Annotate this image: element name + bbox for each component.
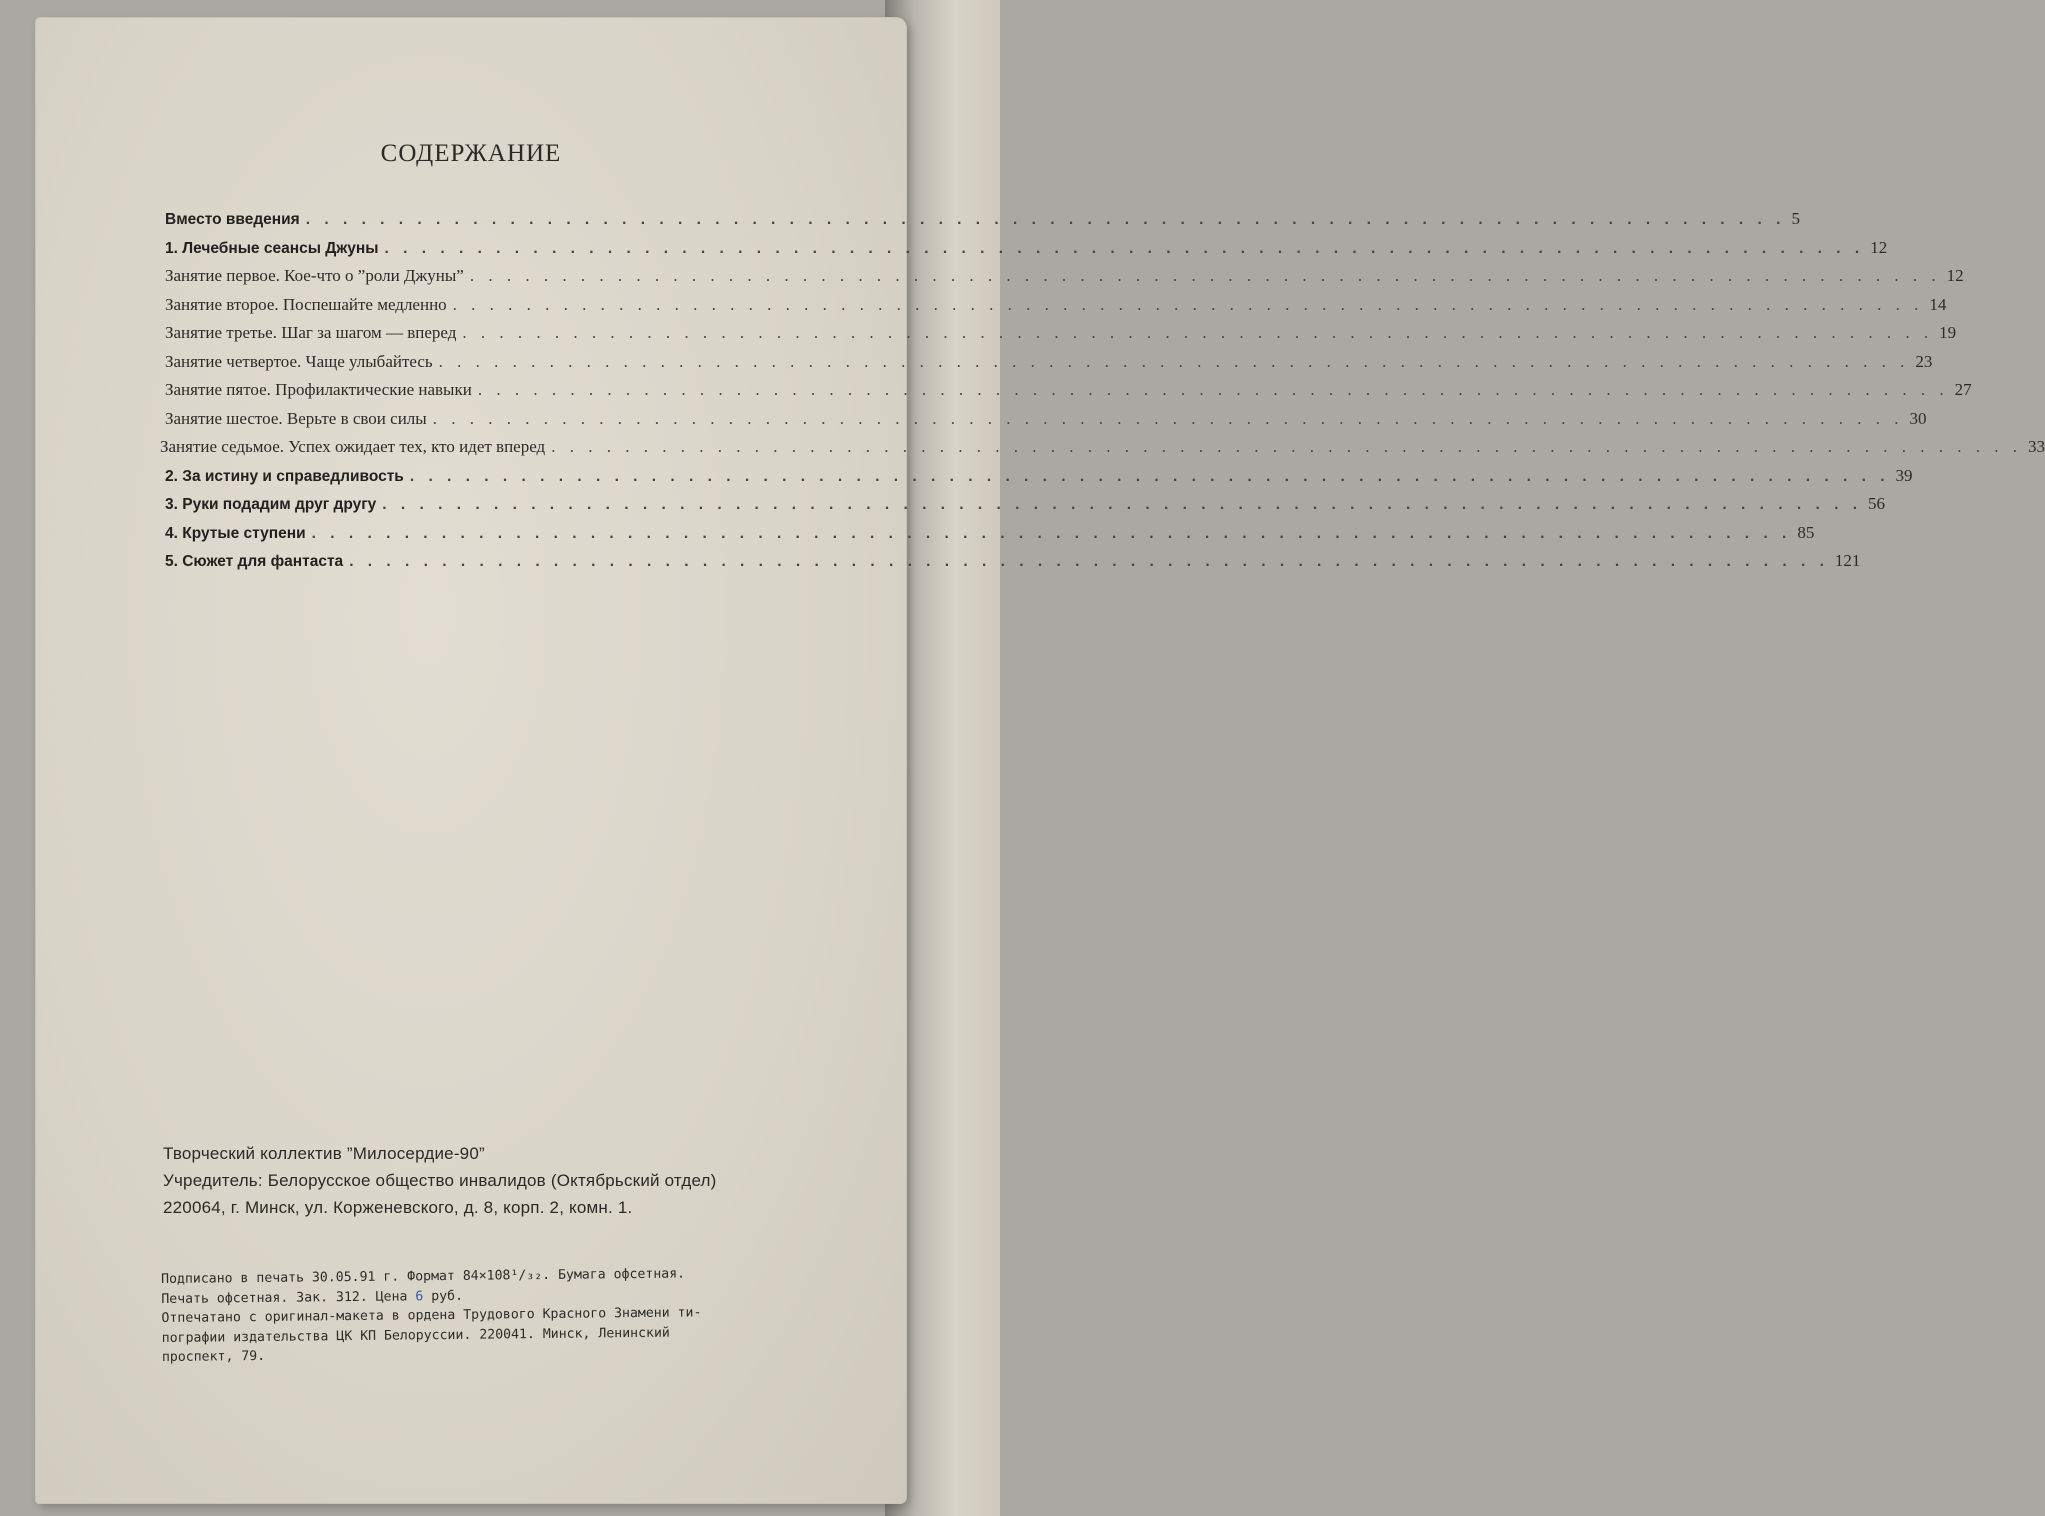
pub-line-5: проспект, 79. — [161, 1348, 266, 1365]
toc-entry-title: Занятие седьмое. Успех ожидает тех, кто идет вперед — [160, 437, 546, 456]
toc-leader-dots: . . . . . . . . . . . . . . . . . . . . . . . . . . . . . . . . . . . . . . . . . . . . . . . . . . . . . . . . . . . . . . . . . . . . . . . . . . . . . . . . — [432, 408, 1904, 428]
pub-line-2-start: Печать офсетная. Зак. 312. Цена — [161, 1288, 416, 1307]
toc-entry-page: 5 — [1791, 209, 1800, 228]
toc-entry-title: Занятие первое. Кое-что о ”роли Джуны” — [165, 266, 464, 285]
toc-entry — [165, 294, 1947, 324]
toc-entry — [165, 551, 1861, 580]
price-handwritten: 6 — [415, 1288, 424, 1304]
toc-leader-dots: . . . . . . . . . . . . . . . . . . . . . . . . . . . . . . . . . . . . . . . . . . . . . . . . . . . . . . . . . . . . . . . . . . . . . . . . . . . . . . . . — [311, 524, 1792, 542]
toc-entry-title: 4. Крутые ступени — [165, 524, 306, 542]
imprint-block — [163, 1140, 717, 1221]
imprint-founder: Учредитель: Белорусское общество инвалидов (Октябрьский отдел) — [163, 1171, 717, 1190]
toc-entry-title: 3. Руки подадим друг другу — [165, 496, 377, 513]
toc-leader-dots: . . . . . . . . . . . . . . . . . . . . . . . . . . . . . . . . . . . . . . . . . . . . . . . . . . . . . . . . . . . . . . . . . . . . . . . . . . . . . . . . — [452, 294, 1924, 314]
toc-entry — [165, 380, 1972, 409]
table-of-contents — [160, 209, 2045, 580]
toc-entry — [165, 522, 1815, 552]
pub-line-2-end: руб. — [423, 1288, 464, 1304]
toc-entry-page: 27 — [1954, 380, 1972, 399]
toc-entry-title: Занятие пятое. Профилактические навыки — [165, 380, 472, 399]
pub-line-4: пографии издательства ЦК КП Белоруссии. 220041. Минск, Ленинский — [161, 1325, 670, 1346]
imprint-address: 220064, г. Минск, ул. Корженевского, д. 8, корп. 2, комн. 1. — [163, 1198, 633, 1217]
toc-entry-title: Занятие третье. Шаг за шагом — вперед — [165, 323, 457, 342]
publication-details — [161, 1262, 892, 1367]
toc-leader-dots: . . . . . . . . . . . . . . . . . . . . . . . . . . . . . . . . . . . . . . . . . . . . . . . . . . . . . . . . . . . . . . . . . . . . . . . . . . . . . . . . — [477, 380, 1949, 399]
toc-entry-title: Вместо введения — [165, 211, 300, 228]
toc-entry-page: 33 — [2027, 437, 2045, 456]
toc-entry — [165, 237, 1888, 267]
toc-entry-page: 23 — [1915, 351, 1933, 371]
toc-entry-page: 121 — [1834, 551, 1861, 570]
toc-entry-page: 30 — [1909, 408, 1927, 428]
imprint-collective: Творческий коллектив ”Милосердие-90” — [163, 1144, 485, 1163]
toc-entry-title: Занятие шестое. Верьте в свои силы — [165, 408, 427, 428]
toc-entry-page: 85 — [1797, 522, 1815, 542]
toc-entry — [165, 494, 1886, 523]
toc-entry-page: 14 — [1929, 294, 1947, 314]
toc-entry-title: Занятие четвертое. Чаще улыбайтесь — [165, 351, 433, 371]
toc-entry-title: 1. Лечебные сеансы Джуны — [165, 239, 379, 257]
pub-line-1: Подписано в печать 30.05.91 г. Формат 84×108¹/₃₂. Бумага офсетная. — [161, 1266, 686, 1287]
toc-entry — [165, 351, 1933, 381]
pub-line-3: Отпечатано с оригинал-макета в ордена Трудового Красного Знамени ти- — [161, 1305, 702, 1326]
toc-entry-title: 2. За истину и справедливость — [165, 467, 404, 485]
toc-leader-dots: . . . . . . . . . . . . . . . . . . . . . . . . . . . . . . . . . . . . . . . . . . . . . . . . . . . . . . . . . . . . . . . . . . . . . . . . . . . . . . . . — [305, 211, 1786, 228]
toc-entry-title: Занятие второе. Поспешайте медленно — [165, 294, 447, 314]
toc-entry — [165, 323, 1957, 352]
toc-leader-dots: . . . . . . . . . . . . . . . . . . . . . . . . . . . . . . . . . . . . . . . . . . . . . . . . . . . . . . . . . . . . . . . . . . . . . . . . . . . . . . . . — [469, 266, 1941, 285]
toc-entry — [165, 209, 1800, 238]
toc-leader-dots: . . . . . . . . . . . . . . . . . . . . . . . . . . . . . . . . . . . . . . . . . . . . . . . . . . . . . . . . . . . . . . . . . . . . . . . . . . . . . . . . — [551, 437, 2022, 456]
toc-leader-dots: . . . . . . . . . . . . . . . . . . . . . . . . . . . . . . . . . . . . . . . . . . . . . . . . . . . . . . . . . . . . . . . . . . . . . . . . . . . . . . . . — [438, 351, 1910, 371]
toc-leader-dots: . . . . . . . . . . . . . . . . . . . . . . . . . . . . . . . . . . . . . . . . . . . . . . . . . . . . . . . . . . . . . . . . . . . . . . . . . . . . . . . . — [349, 553, 1829, 570]
toc-leader-dots: . . . . . . . . . . . . . . . . . . . . . . . . . . . . . . . . . . . . . . . . . . . . . . . . . . . . . . . . . . . . . . . . . . . . . . . . . . . . . . . . — [384, 239, 1865, 257]
toc-entry — [165, 465, 1913, 495]
toc-entry-title: 5. Сюжет для фантаста — [165, 553, 344, 570]
toc-entry-page: 39 — [1895, 465, 1913, 485]
toc-leader-dots: . . . . . . . . . . . . . . . . . . . . . . . . . . . . . . . . . . . . . . . . . . . . . . . . . . . . . . . . . . . . . . . . . . . . . . . . . . . . . . . . — [462, 323, 1934, 342]
toc-entry-page: 12 — [1946, 266, 1964, 285]
toc-entry — [165, 266, 1964, 295]
toc-leader-dots: . . . . . . . . . . . . . . . . . . . . . . . . . . . . . . . . . . . . . . . . . . . . . . . . . . . . . . . . . . . . . . . . . . . . . . . . . . . . . . . . — [409, 467, 1890, 485]
toc-leader-dots: . . . . . . . . . . . . . . . . . . . . . . . . . . . . . . . . . . . . . . . . . . . . . . . . . . . . . . . . . . . . . . . . . . . . . . . . . . . . . . . . — [382, 496, 1863, 513]
toc-entry-page: 56 — [1868, 494, 1886, 513]
page-title: СОДЕРЖАНИЕ — [380, 140, 562, 167]
toc-entry — [165, 408, 1927, 438]
toc-entry-page: 19 — [1939, 323, 1957, 342]
toc-entry — [160, 437, 2045, 466]
toc-entry-page: 12 — [1870, 237, 1888, 257]
